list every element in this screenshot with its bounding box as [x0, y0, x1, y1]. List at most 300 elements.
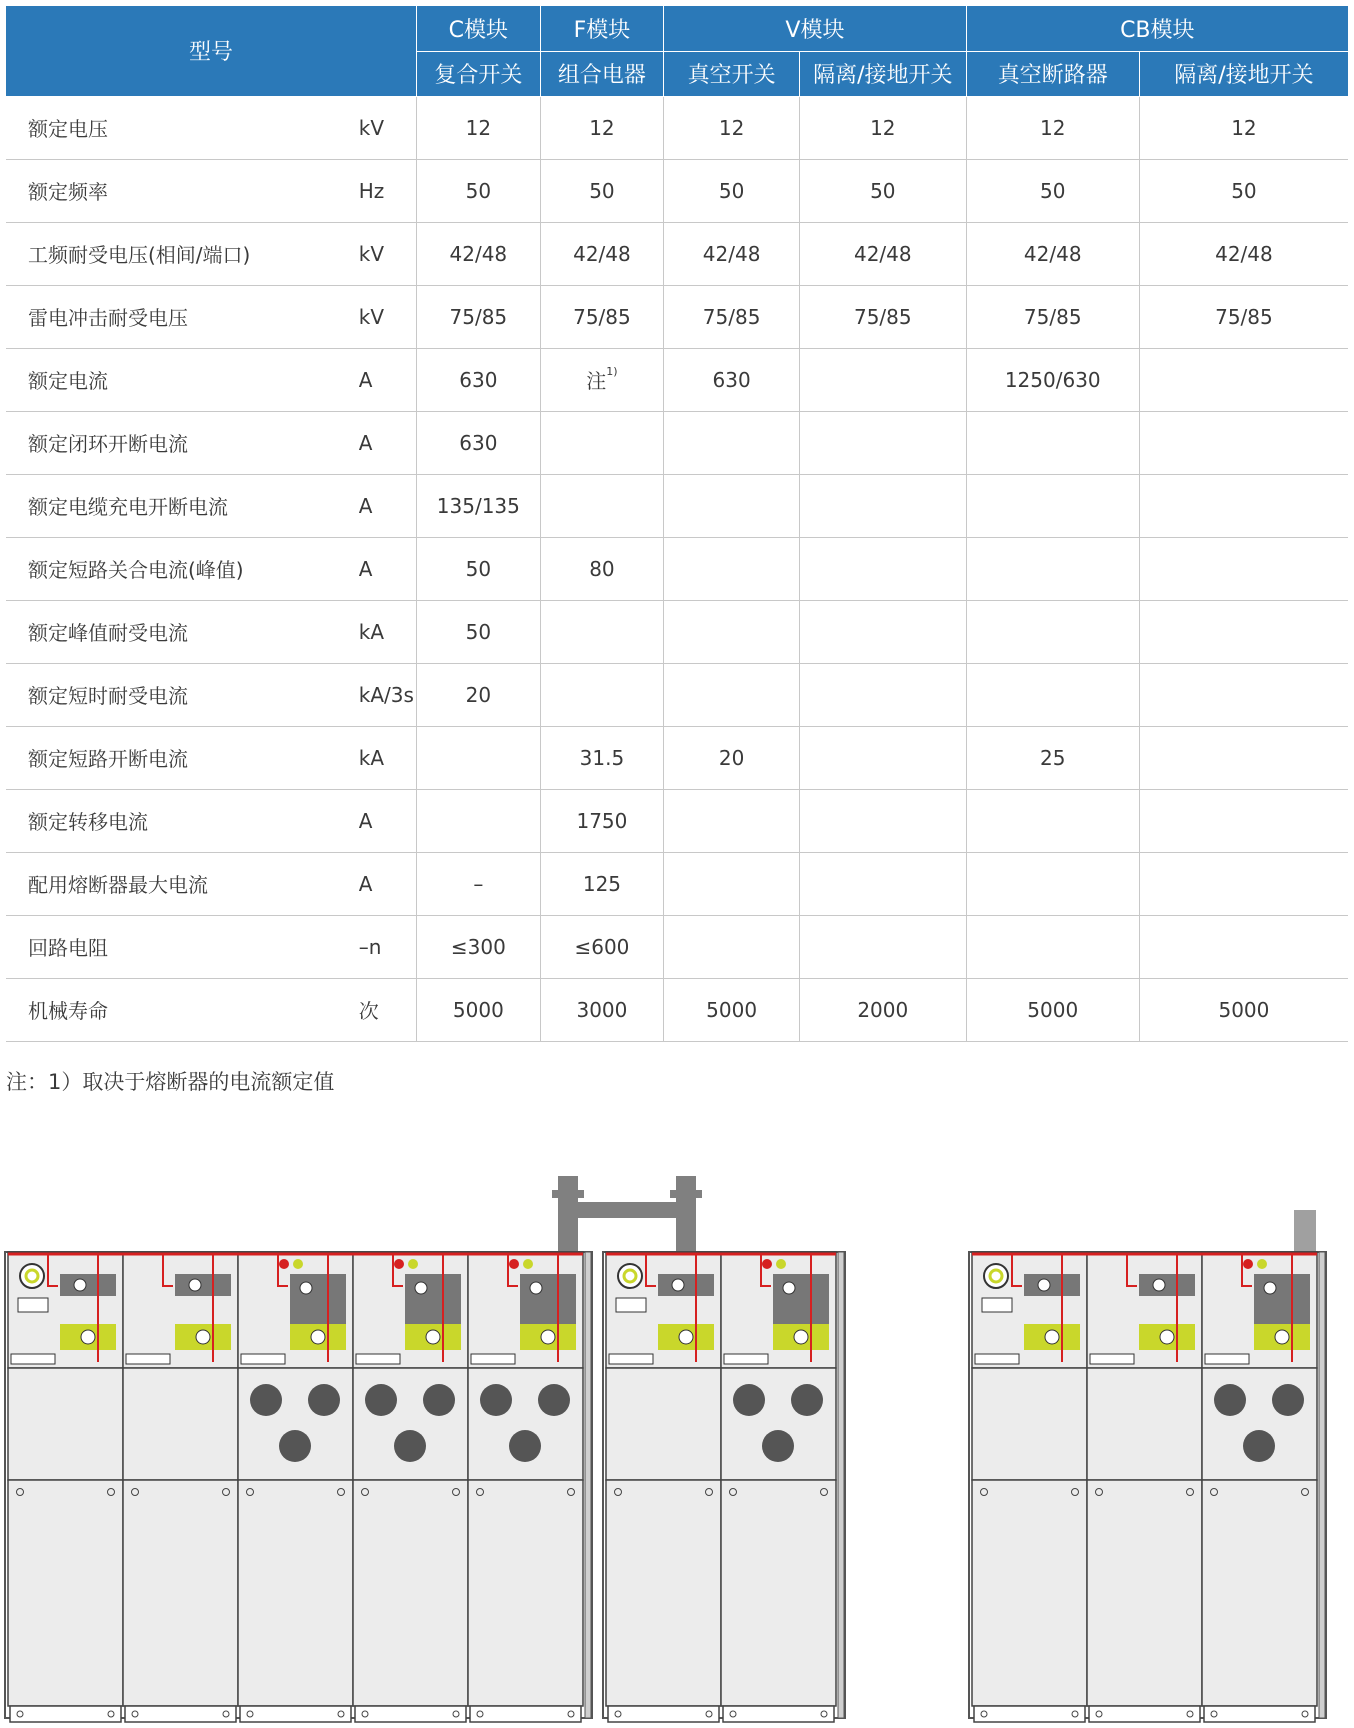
value-cell — [966, 222, 1139, 285]
cell-value: 75/85 — [449, 304, 508, 329]
sub-header: 真空开关 — [664, 51, 800, 96]
param-unit: kV — [355, 222, 417, 285]
cell-value: – — [473, 871, 484, 896]
cell-value: 80 — [589, 556, 615, 581]
param-name: 额定电缆充电开断电流 — [6, 474, 355, 537]
earth-hole — [81, 1330, 95, 1344]
value-cell — [799, 348, 966, 411]
earth-hole — [196, 1330, 210, 1344]
param-name: 配用熔断器最大电流 — [6, 852, 355, 915]
value-cell — [417, 159, 541, 222]
value-cell — [799, 663, 966, 726]
value-cell — [1139, 852, 1348, 915]
param-name: 雷电冲击耐受电压 — [6, 285, 355, 348]
earth-hole — [1275, 1330, 1289, 1344]
param-name: 额定峰值耐受电流 — [6, 600, 355, 663]
sub-header: 组合电器 — [540, 51, 664, 96]
value-cell — [1139, 663, 1348, 726]
cell-value: ≤300 — [450, 934, 506, 959]
cell-value: 12 — [718, 115, 745, 140]
value-cell — [664, 222, 800, 285]
fuse-cap — [1214, 1384, 1246, 1416]
value-cell — [540, 222, 664, 285]
value-cell — [799, 537, 966, 600]
value-cell — [664, 663, 800, 726]
cell-value: 50 — [870, 178, 896, 203]
earth-hole — [679, 1330, 693, 1344]
cell-value: 42/48 — [1215, 241, 1273, 266]
value-cell — [799, 852, 966, 915]
value-cell — [1139, 222, 1348, 285]
value-cell — [664, 978, 800, 1041]
side-panel — [838, 1252, 844, 1718]
value-cell — [1139, 537, 1348, 600]
value-cell — [966, 159, 1139, 222]
value-cell — [1139, 411, 1348, 474]
table-row — [6, 411, 1348, 474]
value-cell — [966, 411, 1139, 474]
table-row — [6, 852, 1348, 915]
footnote-marker: 1) — [606, 365, 618, 378]
param-name: 工频耐受电压(相间/端口) — [6, 222, 355, 285]
value-cell — [966, 474, 1139, 537]
fuse-cap — [1272, 1384, 1304, 1416]
counter-window — [982, 1298, 1012, 1312]
value-cell — [799, 474, 966, 537]
cable-door — [238, 1480, 353, 1706]
button-strip — [609, 1354, 653, 1364]
value-cell — [966, 978, 1139, 1041]
pressure-gauge — [20, 1264, 44, 1288]
switchgear-drawing — [0, 1160, 1354, 1728]
button-strip — [11, 1354, 55, 1364]
value-cell — [1139, 285, 1348, 348]
cell-value: 50 — [1231, 178, 1257, 203]
cable-door — [606, 1480, 721, 1706]
cable-door — [123, 1480, 238, 1706]
mechanism-panel — [658, 1274, 714, 1296]
control-panel — [1087, 1252, 1202, 1368]
group-header-f: F模块 — [540, 6, 664, 51]
group-header-cb: CB模块 — [966, 6, 1348, 51]
earth-hole — [541, 1330, 555, 1344]
cell-value: 20 — [718, 745, 745, 770]
value-cell — [966, 789, 1139, 852]
sub-header: 复合开关 — [417, 51, 541, 96]
value-cell — [417, 978, 541, 1041]
cell-value: 12 — [870, 115, 896, 140]
param-unit: 次 — [355, 978, 417, 1041]
button-strip — [1090, 1354, 1134, 1364]
table-row — [6, 159, 1348, 222]
table-row — [6, 222, 1348, 285]
group-header-c: C模块 — [417, 6, 541, 51]
footnote: 注：1）取决于熔断器的电流额定值 — [6, 1070, 335, 1094]
control-panel — [123, 1252, 238, 1368]
param-name: 额定短路关合电流(峰值) — [6, 537, 355, 600]
operating-hole — [530, 1282, 542, 1294]
button-strip — [126, 1354, 170, 1364]
cell-value: 75/85 — [853, 304, 912, 329]
fuse-cap — [279, 1430, 311, 1462]
fuse-cap — [250, 1384, 282, 1416]
trip-button — [1243, 1259, 1253, 1269]
earth-hole — [1045, 1330, 1059, 1344]
table-row — [6, 663, 1348, 726]
mechanism-panel — [1024, 1274, 1080, 1296]
value-cell — [664, 411, 800, 474]
fuse-cap — [308, 1384, 340, 1416]
value-cell — [540, 348, 664, 411]
value-cell — [664, 348, 800, 411]
table-row — [6, 978, 1348, 1041]
middle-panel — [353, 1368, 468, 1480]
table-row — [6, 600, 1348, 663]
param-name: 机械寿命 — [6, 978, 355, 1041]
cell-value: 75/85 — [1215, 304, 1273, 329]
value-cell — [417, 663, 541, 726]
earth-hole — [311, 1330, 325, 1344]
cabinet-fuse — [1202, 1252, 1317, 1722]
cabinet-switch — [1087, 1252, 1202, 1722]
base-plinth — [1089, 1706, 1200, 1722]
value-cell — [417, 411, 541, 474]
value-cell — [966, 852, 1139, 915]
param-unit: A — [355, 411, 417, 474]
cell-value: 50 — [465, 619, 492, 644]
fuse-cap — [509, 1430, 541, 1462]
param-unit: kA/3s — [355, 663, 417, 726]
value-cell — [799, 600, 966, 663]
value-cell — [799, 789, 966, 852]
param-unit: kA — [355, 600, 417, 663]
value-cell — [417, 789, 541, 852]
cell-value: 50 — [1040, 178, 1066, 203]
fuse-cap — [791, 1384, 823, 1416]
cell-value: 12 — [1231, 115, 1257, 140]
cell-value: 630 — [712, 367, 751, 392]
value-cell — [540, 285, 664, 348]
param-name: 额定电流 — [6, 348, 355, 411]
trip-button — [279, 1259, 289, 1269]
sub-header: 真空断路器 — [966, 51, 1139, 96]
button-strip — [724, 1354, 768, 1364]
operating-hole — [300, 1282, 312, 1294]
value-cell — [799, 726, 966, 789]
param-name: 额定频率 — [6, 159, 355, 222]
value-cell — [664, 915, 800, 978]
cell-value: 12 — [589, 115, 615, 140]
cell-value: 630 — [459, 367, 498, 392]
cabinet-fuse — [353, 1252, 468, 1722]
cell-value: 1750 — [576, 808, 628, 833]
param-unit: kV — [355, 285, 417, 348]
close-button — [1257, 1259, 1267, 1269]
cell-value: 5000 — [452, 997, 504, 1022]
value-cell — [417, 852, 541, 915]
param-name: 额定转移电流 — [6, 789, 355, 852]
param-name: 额定电压 — [6, 96, 355, 159]
mechanism-panel — [60, 1274, 116, 1296]
base-plinth — [1204, 1706, 1315, 1722]
value-cell — [417, 348, 541, 411]
table-row — [6, 789, 1348, 852]
sub-header: 隔离/接地开关 — [1139, 51, 1348, 96]
cabinet-switch — [8, 1252, 123, 1722]
base-plinth — [10, 1706, 121, 1722]
cable-door — [8, 1480, 123, 1706]
cell-value: 630 — [459, 430, 498, 455]
cell-value: 42/48 — [702, 241, 761, 266]
button-strip — [241, 1354, 285, 1364]
cell-value: 75/85 — [702, 304, 761, 329]
value-cell — [799, 159, 966, 222]
param-unit: A — [355, 789, 417, 852]
cable-door — [721, 1480, 836, 1706]
close-button — [408, 1259, 418, 1269]
cabinet-switch — [123, 1252, 238, 1722]
operating-hole — [74, 1279, 86, 1291]
close-button — [776, 1259, 786, 1269]
side-panel — [1319, 1252, 1325, 1718]
fuse-cap — [733, 1384, 765, 1416]
spec-table — [6, 6, 1348, 1042]
middle-panel — [1087, 1368, 1202, 1480]
value-cell — [1139, 348, 1348, 411]
value-cell — [799, 285, 966, 348]
cabinet-fuse — [721, 1252, 836, 1722]
cell-value: 50 — [718, 178, 745, 203]
value-cell — [799, 915, 966, 978]
cell-value: 注 — [586, 369, 607, 393]
value-cell — [664, 285, 800, 348]
pressure-gauge — [984, 1264, 1008, 1288]
cable-connector — [1294, 1210, 1316, 1252]
base-plinth — [723, 1706, 834, 1722]
cell-value: 1250/630 — [1004, 367, 1101, 392]
value-cell — [417, 726, 541, 789]
cable-door — [468, 1480, 583, 1706]
param-unit: A — [355, 537, 417, 600]
value-cell — [1139, 600, 1348, 663]
cell-value: 3000 — [576, 997, 628, 1022]
cabinet-fuse — [468, 1252, 583, 1722]
fuse-cap — [394, 1430, 426, 1462]
earth-hole — [426, 1330, 440, 1344]
connector-cap — [670, 1190, 702, 1198]
cell-value: 42/48 — [853, 241, 912, 266]
middle-panel — [468, 1368, 583, 1480]
cell-value: 50 — [589, 178, 615, 203]
earth-hole — [794, 1330, 808, 1344]
fuse-cap — [538, 1384, 570, 1416]
cell-value: 12 — [1040, 115, 1066, 140]
cell-value: 50 — [465, 178, 492, 203]
busbar-connector — [552, 1176, 1316, 1258]
table-row — [6, 474, 1348, 537]
middle-panel — [972, 1368, 1087, 1480]
cell-value: 42/48 — [449, 241, 508, 266]
operating-hole — [1038, 1279, 1050, 1291]
param-unit: A — [355, 474, 417, 537]
table-row — [6, 348, 1348, 411]
param-name: 回路电阻 — [6, 915, 355, 978]
connector-cap — [552, 1190, 584, 1198]
cell-value: 75/85 — [573, 304, 631, 329]
value-cell — [540, 159, 664, 222]
param-unit: A — [355, 852, 417, 915]
value-cell — [417, 285, 541, 348]
value-cell — [540, 915, 664, 978]
value-cell — [966, 348, 1139, 411]
cell-value: 5000 — [706, 997, 758, 1022]
cell-value: 20 — [465, 682, 492, 707]
param-unit: kV — [355, 96, 417, 159]
value-cell — [417, 222, 541, 285]
value-cell — [540, 663, 664, 726]
cable-door — [972, 1480, 1087, 1706]
cell-value: 42/48 — [573, 241, 631, 266]
value-cell — [1139, 159, 1348, 222]
side-panel — [585, 1252, 591, 1718]
cell-value: 42/48 — [1023, 241, 1082, 266]
cell-value: 5000 — [1218, 997, 1270, 1022]
value-cell — [417, 96, 541, 159]
sub-header: 隔离/接地开关 — [799, 51, 966, 96]
switchgear-unit — [603, 1252, 845, 1722]
mechanism-panel — [175, 1274, 231, 1296]
value-cell — [799, 96, 966, 159]
button-strip — [975, 1354, 1019, 1364]
trip-button — [762, 1259, 772, 1269]
earth-hole — [1160, 1330, 1174, 1344]
value-cell — [540, 852, 664, 915]
value-cell — [540, 474, 664, 537]
value-cell — [966, 726, 1139, 789]
cabinet-switch — [972, 1252, 1087, 1722]
value-cell — [799, 978, 966, 1041]
value-cell — [966, 537, 1139, 600]
trip-button — [394, 1259, 404, 1269]
cell-value: 5000 — [1027, 997, 1079, 1022]
param-name: 额定短路开断电流 — [6, 726, 355, 789]
param-unit: A — [355, 348, 417, 411]
button-strip — [1205, 1354, 1249, 1364]
param-name: 额定闭环开断电流 — [6, 411, 355, 474]
cable-door — [353, 1480, 468, 1706]
value-cell — [664, 852, 800, 915]
cable-door — [1087, 1480, 1202, 1706]
value-cell — [966, 600, 1139, 663]
value-cell — [664, 96, 800, 159]
param-unit: Hz — [355, 159, 417, 222]
switchgear-unit — [969, 1252, 1326, 1722]
value-cell — [799, 411, 966, 474]
value-cell — [966, 663, 1139, 726]
cell-value: 135/135 — [436, 493, 520, 518]
value-cell — [417, 537, 541, 600]
value-cell — [664, 789, 800, 852]
base-plinth — [125, 1706, 236, 1722]
cell-value: 25 — [1040, 745, 1066, 770]
value-cell — [664, 600, 800, 663]
base-plinth — [608, 1706, 719, 1722]
value-cell — [417, 474, 541, 537]
value-cell — [1139, 726, 1348, 789]
fuse-cap — [480, 1384, 512, 1416]
cabinet-switch — [606, 1252, 721, 1722]
value-cell — [966, 915, 1139, 978]
cell-value: 75/85 — [1023, 304, 1082, 329]
value-cell — [417, 915, 541, 978]
value-cell — [540, 411, 664, 474]
operating-hole — [783, 1282, 795, 1294]
value-cell — [799, 222, 966, 285]
connector-bar — [575, 1202, 679, 1218]
trip-button — [509, 1259, 519, 1269]
base-plinth — [470, 1706, 581, 1722]
value-cell — [1139, 474, 1348, 537]
model-header: 型号 — [6, 6, 417, 96]
cell-value: 125 — [582, 871, 622, 896]
param-name: 额定短时耐受电流 — [6, 663, 355, 726]
fuse-cap — [1243, 1430, 1275, 1462]
switchgear-unit — [5, 1252, 592, 1722]
value-cell — [966, 285, 1139, 348]
param-unit: kA — [355, 726, 417, 789]
value-cell — [664, 537, 800, 600]
middle-panel — [1202, 1368, 1317, 1480]
middle-panel — [238, 1368, 353, 1480]
close-button — [523, 1259, 533, 1269]
pressure-gauge — [618, 1264, 642, 1288]
table-row — [6, 915, 1348, 978]
operating-hole — [189, 1279, 201, 1291]
cell-value: 50 — [465, 556, 492, 581]
mechanism-panel — [1139, 1274, 1195, 1296]
value-cell — [1139, 915, 1348, 978]
value-cell — [1139, 96, 1348, 159]
cell-value: 2000 — [857, 997, 909, 1022]
middle-panel — [123, 1368, 238, 1480]
fuse-cap — [365, 1384, 397, 1416]
fuse-cap — [762, 1430, 794, 1462]
value-cell — [540, 537, 664, 600]
value-cell — [540, 600, 664, 663]
base-plinth — [240, 1706, 351, 1722]
value-cell — [664, 474, 800, 537]
table-row — [6, 96, 1348, 159]
table-row — [6, 537, 1348, 600]
value-cell — [540, 789, 664, 852]
cell-value: 31.5 — [579, 745, 625, 770]
spec-body — [6, 96, 1348, 1041]
operating-hole — [1153, 1279, 1165, 1291]
button-strip — [356, 1354, 400, 1364]
table-row — [6, 726, 1348, 789]
value-cell — [1139, 789, 1348, 852]
fuse-cap — [423, 1384, 455, 1416]
cell-value: 12 — [465, 115, 492, 140]
value-cell — [540, 726, 664, 789]
middle-panel — [721, 1368, 836, 1480]
value-cell — [966, 96, 1139, 159]
counter-window — [18, 1298, 48, 1312]
cabinet-fuse — [238, 1252, 353, 1722]
value-cell — [540, 978, 664, 1041]
value-cell — [1139, 978, 1348, 1041]
value-cell — [417, 600, 541, 663]
